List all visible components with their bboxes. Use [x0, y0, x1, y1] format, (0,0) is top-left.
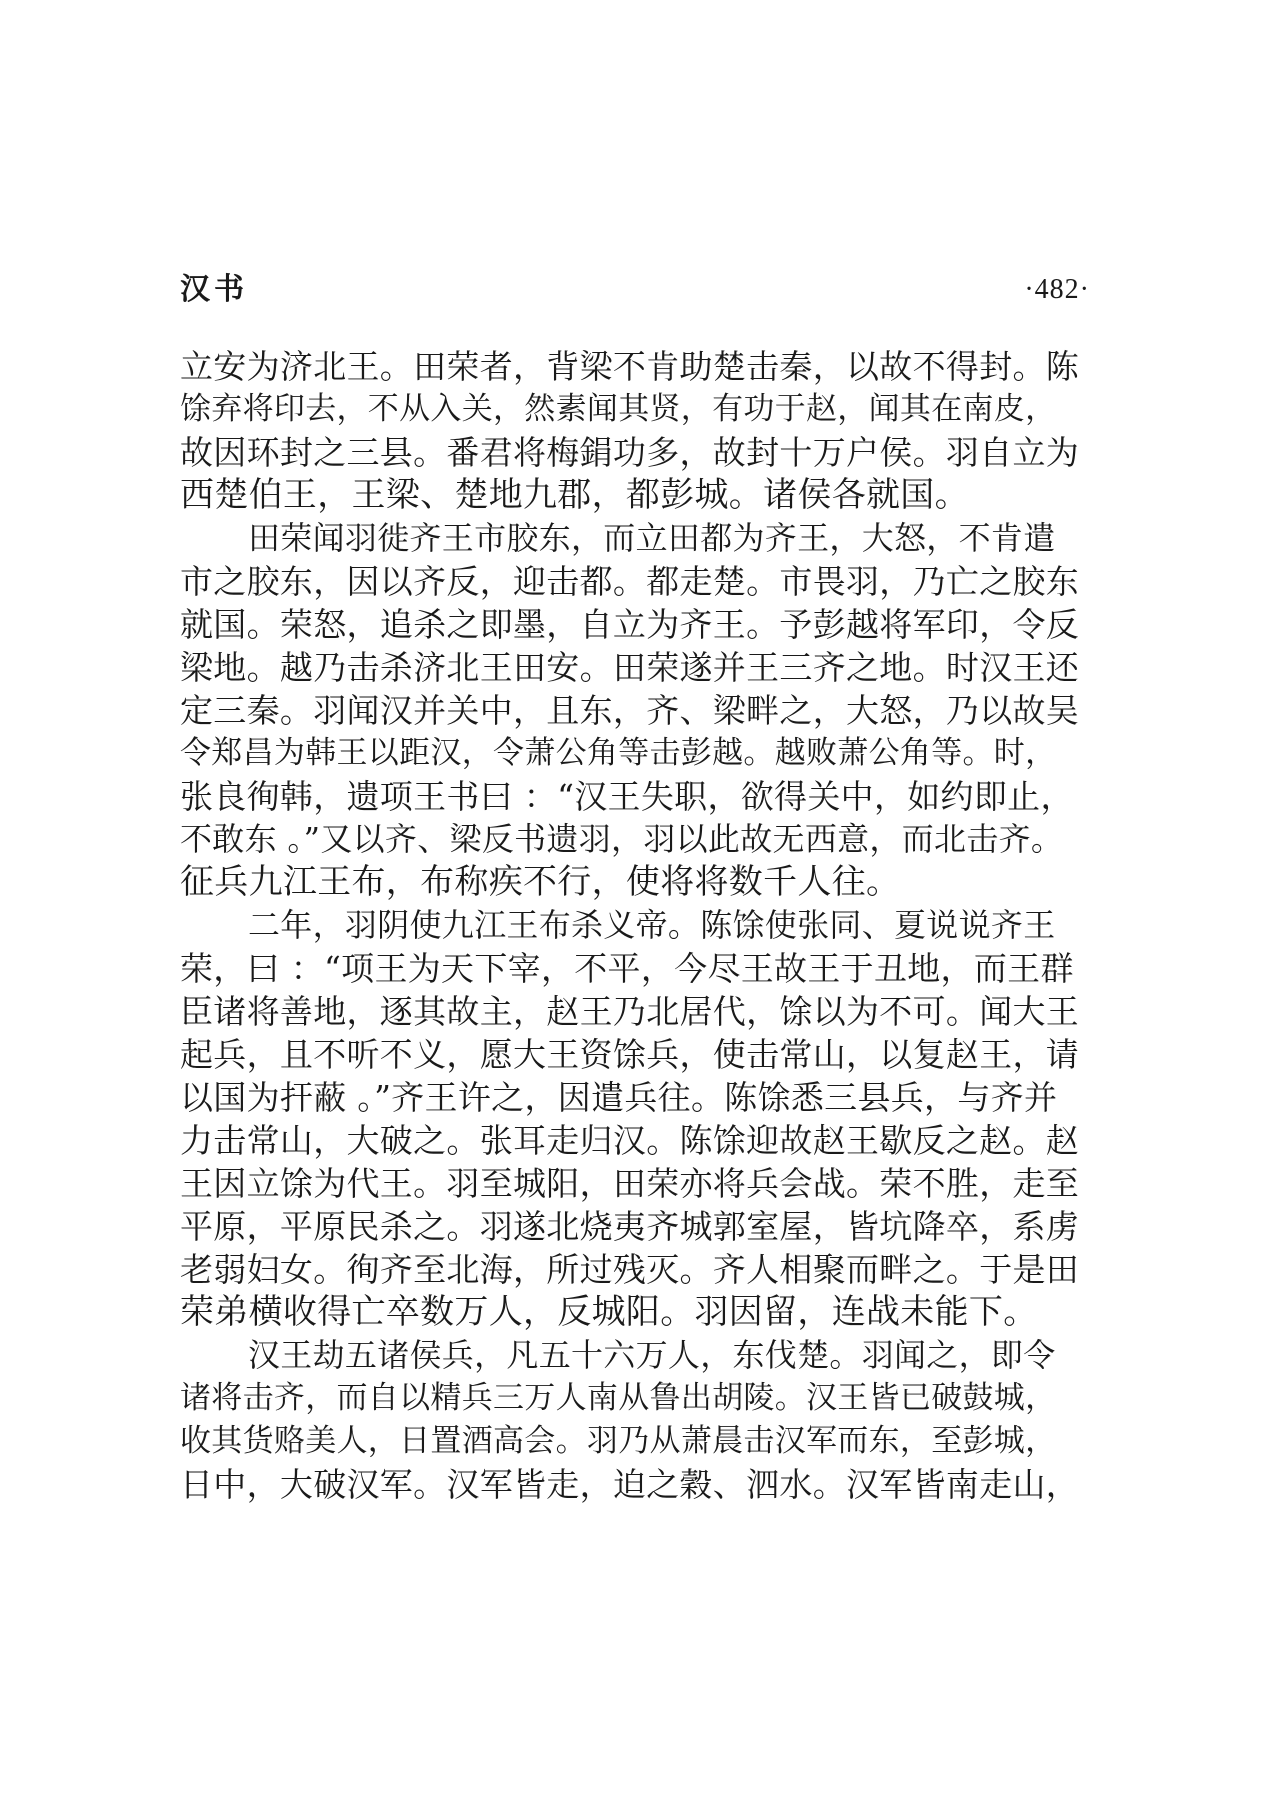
text-line: 汉王劫五诸侯兵，凡五十六万人，东伐楚。羽闻之，即令	[248, 1336, 1056, 1374]
running-header	[180, 270, 1090, 310]
text-line: 以国为扞蔽 。”齐王许之，因遣兵往。陈馀悉三县兵，与齐并	[180, 1078, 1058, 1117]
text-line: 王因立馀为代王。羽至城阳，田荣亦将兵会战。荣不胜，走至	[180, 1164, 1080, 1203]
body-text	[180, 345, 1080, 1506]
text-line: 梁地。越乃击杀济北王田安。田荣遂并王三齐之地。时汉王还	[180, 648, 1080, 687]
text-line: 张良徇韩，遗项王书曰 ：“汉王失职，欲得关中，如约即止，	[180, 777, 1074, 816]
text-line: 荣弟横收得亡卒数万人，反城阳。羽因留，连战未能下。	[180, 1292, 1038, 1332]
page-number: ·482·	[1024, 274, 1090, 305]
text-line: 馀弃将印去，不从入关，然素闻其贤，有功于赵，闻其在南皮，	[180, 391, 1057, 427]
text-line: 立安为济北王。田荣者，背梁不肯助楚击秦，以故不得封。陈	[180, 347, 1080, 386]
text-line: 西楚伯王，王梁、楚地九郡，都彭城。诸侯各就国。	[180, 475, 969, 515]
text-line: 征兵九江王布，布称疾不行，使将将数千人往。	[180, 862, 901, 902]
text-line: 二年，羽阴使九江王布杀义帝。陈馀使张同、夏说说齐王	[248, 906, 1056, 944]
text-line: 就国。荣怒，追杀之即墨，自立为齐王。予彭越将军印，令反	[180, 605, 1080, 644]
text-line: 故因环封之三县。番君将梅鋗功多，故封十万户侯。羽自立为	[180, 433, 1080, 472]
text-line: 定三秦。羽闻汉并关中，且东，齐、梁畔之，大怒，乃以故吴	[180, 691, 1080, 730]
text-line: 诸将击齐，而自以精兵三万人南从鲁出胡陵。汉王皆已破鼓城，	[180, 1380, 1057, 1416]
text-line: 市之胶东，因以齐反，迎击都。都走楚。市畏羽，乃亡之胶东	[180, 562, 1080, 601]
text-line: 令郑昌为韩王以距汉，令萧公角等击彭越。越败萧公角等。时，	[180, 735, 1057, 771]
text-line: 收其货赂美人，日置酒高会。羽乃从萧晨击汉军而东，至彭城，	[180, 1423, 1057, 1459]
text-line: 田荣闻羽徙齐王市胶东，而立田都为齐王，大怒，不肯遣	[248, 519, 1056, 557]
text-line: 日中，大破汉军。汉军皆走，迫之穀、泗水。汉军皆南走山，	[180, 1465, 1080, 1504]
text-line: 荣，曰 ：“项王为天下宰，不平，今尽王故王于丑地，而王群	[180, 949, 1074, 988]
text-line: 臣诸将善地，逐其故主，赵王乃北居代，馀以为不可。闻大王	[180, 992, 1080, 1031]
text-line: 不敢东 。”又以齐、梁反书遗羽，羽以此故无西意，而北击齐。	[180, 820, 1064, 858]
text-line: 老弱妇女。徇齐至北海，所过残灭。齐人相聚而畔之。于是田	[180, 1250, 1080, 1289]
text-line: 力击常山，大破之。张耳走归汉。陈馀迎故赵王歇反之赵。赵	[180, 1121, 1080, 1160]
book-title: 汉书	[180, 272, 248, 307]
text-line: 平原，平原民杀之。羽遂北烧夷齐城郭室屋，皆坑降卒，系虏	[180, 1207, 1080, 1246]
text-line: 起兵，且不听不义，愿大王资馀兵，使击常山，以复赵王，请	[180, 1035, 1080, 1074]
